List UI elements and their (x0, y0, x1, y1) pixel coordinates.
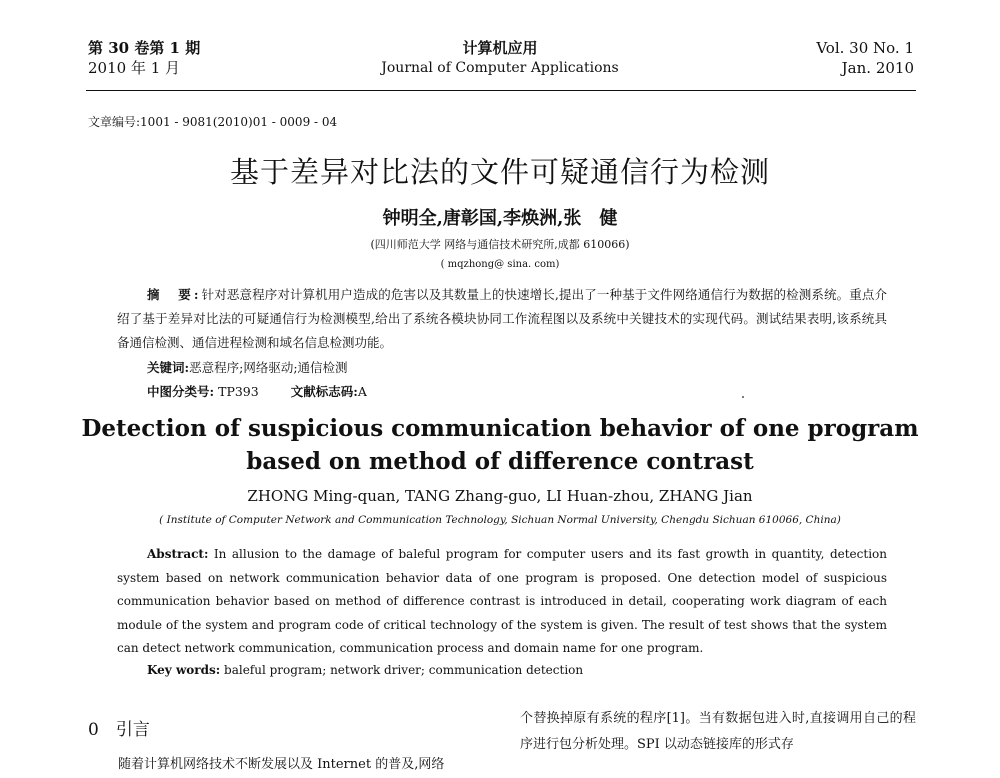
abstract-label-cn: 摘 要: (147, 287, 202, 302)
keywords-label-cn: 关键词: (147, 360, 190, 375)
keywords-cn (147, 358, 348, 376)
keywords-en (147, 663, 583, 677)
keywords-text-cn: 恶意程序;网络驱动;通信检测 (189, 360, 348, 375)
authors-cn: 钟明全,唐彰国,李焕洲,张 健 (382, 208, 618, 229)
title-en-line2: based on method of difference contrast (246, 448, 754, 475)
journal-volume-en (816, 38, 914, 78)
body-right-column: 个替换掉原有系统的程序[1]。当有数据包进入时,直接调用自己的程序进行包分析处理。SPI 以动态链接库的形式存 (520, 711, 916, 752)
title-en-line1: Detection of suspicious communication behavior of one program (81, 415, 919, 442)
volume-issue-cn: 第 30 卷第 1 期 (88, 39, 201, 57)
doc-label: 文献标志码: (290, 384, 358, 399)
article-number: 文章编号:1001 - 9081(2010)01 - 0009 - 04 (88, 115, 338, 129)
journal-name-en: Journal of Computer Applications (381, 60, 619, 76)
affiliation-cn: (四川师范大学 网络与通信技术研究所,成都 610066) (370, 238, 630, 251)
author-email: ( mqzhong@ sina. com) (440, 259, 560, 270)
date-cn: 2010 年 1 月 (88, 59, 181, 77)
journal-name-cn: 计算机应用 (462, 39, 538, 57)
title-en (0, 412, 1000, 478)
abstract-label-en: Abstract: (147, 547, 209, 561)
header-rule (86, 90, 916, 91)
scan-speck (742, 396, 744, 398)
abstract-en (117, 543, 887, 661)
abstract-text-cn: 针对恶意程序对计算机用户造成的危害以及其数量上的快速增长,提出了一种基于文件网络通信行为数据的检测系统。重点介绍了基于差异对比法的可疑通信行为检测模型,给出了系统各模块协同工作流程图以及系统中关键技术的实现代码。测试结果表明,该系统具备通信检测、通信进程检测和域名信息检测功能。 (117, 287, 887, 350)
title-cn: 基于差异对比法的文件可疑通信行为检测 (229, 155, 770, 189)
class-label: 中图分类号: (147, 384, 215, 399)
authors-en: ZHONG Ming-quan, TANG Zhang-guo, LI Huan-zhou, ZHANG Jian (247, 487, 753, 505)
keywords-text-en: baleful program; network driver; communication detection (224, 663, 584, 677)
body-left-column: 随着计算机网络技术不断发展以及 Internet 的普及,网络 (118, 757, 445, 772)
affiliation-en: ( Institute of Computer Network and Communication Technology, Sichuan Normal University, Chengdu Sichuan 610066, China) (159, 514, 841, 526)
keywords-label-en: Key words: (147, 663, 221, 677)
doc-value: A (357, 384, 367, 399)
section-heading: 0 引言 (88, 720, 150, 740)
volume-issue-en: Vol. 30 No. 1 (816, 39, 914, 57)
classification (147, 382, 367, 400)
abstract-cn (117, 283, 887, 355)
date-en: Jan. 2010 (841, 59, 914, 77)
abstract-text-en: In allusion to the damage of baleful program for computer users and its fast growth in quantity, detection system based on network communication behavior data of one program is proposed. One detection model of suspicious communication behavior based on method of difference contrast is introduced in detail, cooperating work diagram of each module of the system and program code of critical technology of the system is given. The result of test shows that the system can detect network communication, communication process and domain name for one program. (117, 547, 887, 655)
class-value: TP393 (218, 384, 259, 399)
